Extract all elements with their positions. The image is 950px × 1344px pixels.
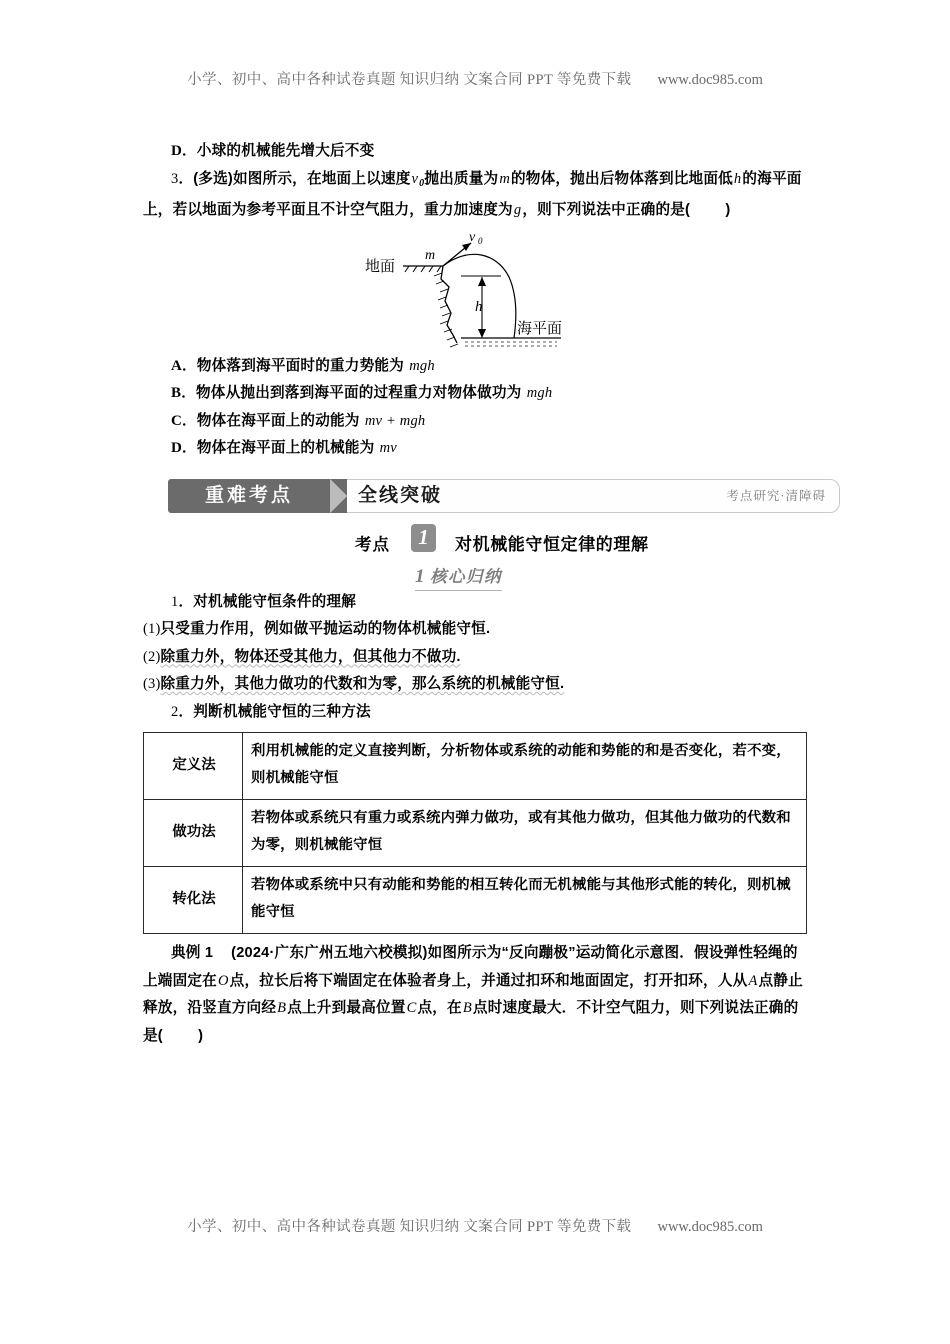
question-3-option-b: B．物体从抛出到落到海平面的过程重力对物体做功为 mgh: [171, 385, 553, 401]
var-h: h: [733, 170, 742, 187]
section1-number: 1: [171, 593, 179, 610]
dianli-1-block: [143, 940, 807, 1050]
var-v0: v: [411, 170, 419, 187]
dianli-text-end: ): [198, 1027, 204, 1044]
section1-heading: 1．对机械能守恒条件的理解: [171, 593, 356, 610]
item-number: (2): [143, 648, 161, 665]
var-v0-sub: 0: [419, 177, 425, 189]
option-text: 物体在海平面上的机械能为: [196, 440, 375, 456]
question-tag: (多选): [193, 170, 233, 187]
var-a: A: [748, 972, 758, 989]
section1-item-2: [143, 644, 807, 672]
banner-dark-label: 重难考点: [168, 479, 330, 513]
dianli-text-1: 如图所示为“反向蹦极”运动简化示意图．假设弹性轻绳的上端固定在: [143, 945, 798, 989]
method-name-cell: 定义法: [144, 733, 243, 800]
question-3-option-a: A．物体落到海平面时的重力势能为 mgh: [171, 357, 435, 374]
option-letter: A: [171, 357, 183, 374]
banner-sub-label: 全线突破: [358, 484, 443, 506]
section-banner: [168, 479, 840, 513]
dianli-source: (2024·广东广州五地六校模拟): [231, 945, 428, 961]
hexin-label: 核心归纳: [430, 567, 502, 586]
hexin-number: 1: [415, 565, 426, 587]
question-number: 3: [171, 170, 179, 187]
question-3-option-d: D．物体在海平面上的机械能为 mv: [171, 440, 397, 456]
section2-heading-text: 判断机械能守恒的三种方法: [193, 703, 371, 720]
option-text: 物体在海平面上的动能为: [196, 412, 360, 429]
item-text: 除重力外，其他力做功的代数和为零，那么系统的机械能守恒.: [160, 676, 565, 692]
footer-watermark-url: www.doc985.com: [657, 1219, 763, 1235]
section1-heading-text: 对机械能守恒条件的理解: [193, 593, 356, 610]
method-name-cell: 转化法: [144, 867, 243, 934]
var-m: m: [499, 170, 510, 187]
banner-arrow-icon: [330, 479, 347, 513]
hexin-guina-row: [143, 559, 807, 589]
option-text: 小球的机械能先增大后不变: [196, 143, 375, 159]
hexin-guina-heading: [415, 563, 502, 591]
stem-4: 的海平面上，若以地面为参考平面且不计空气阻力，重力加速度为: [143, 170, 802, 218]
header-watermark-url: www.doc985.com: [657, 72, 763, 88]
dianli-text-5: 点，在: [417, 1000, 462, 1016]
var-b2: B: [462, 1000, 472, 1016]
prev-question-option-d: D．小球的机械能先增大后不变: [171, 143, 375, 159]
option-text: 物体落到海平面时的重力势能为: [196, 357, 404, 374]
var-o: O: [217, 972, 229, 989]
section2-heading: 2．判断机械能守恒的三种方法: [171, 703, 371, 720]
option-math: mgh: [526, 385, 553, 401]
option-letter: B: [171, 385, 182, 401]
var-c: C: [406, 1000, 417, 1016]
option-letter: D: [171, 143, 183, 159]
var-b: B: [277, 1000, 287, 1016]
kaodian-title: 对机械能守恒定律的理解: [455, 534, 649, 554]
question-3-stem: 3．(多选)如图所示，在地面上以速度$v_0$抛出质量为m的物体，抛出后物体落到比地面低h的海平面上，若以地面为参考平面且不计空气阻力，重力加速度为g，则下列说法中正确的是( ): [143, 170, 802, 218]
option-letter: D: [171, 440, 183, 456]
method-name-cell: 做功法: [144, 800, 243, 867]
table-row: [144, 733, 807, 800]
method-desc-cell: 若物体或系统中只有动能和势能的相互转化而无机械能与其他形式能的转化，则机械能守恒: [243, 867, 807, 934]
kaodian-number-badge: 1: [411, 524, 436, 552]
stem-2: 抛出质量为: [424, 170, 499, 187]
figure-label-mass: m: [425, 247, 436, 263]
stem-5: ，则下列说法中正确的是(: [522, 202, 691, 218]
table-row: [144, 867, 807, 934]
item-number: (1): [143, 621, 161, 637]
option-math: mgh: [409, 357, 435, 374]
methods-table: [143, 732, 807, 934]
table-row: [144, 800, 807, 867]
figure-label-ground: 地面: [365, 258, 396, 275]
footer-watermark: [0, 1215, 950, 1236]
section2-number: 2: [171, 703, 179, 720]
section1-item-3: [143, 671, 807, 699]
method-desc-cell: 若物体或系统只有重力或系统内弹力做功，或有其他力做功，但其他力做功的代数和为零，则机械能守恒: [243, 800, 807, 867]
option-letter: C: [171, 412, 183, 429]
option-math: mv: [379, 440, 397, 456]
figure-label-v0: v: [469, 230, 476, 245]
page-content: [143, 138, 826, 1050]
header-watermark: [0, 68, 950, 89]
item-text: 只受重力作用，例如做平抛运动的物体机械能守恒.: [160, 621, 491, 637]
projectile-cliff-figure: [143, 231, 807, 349]
figure-label-h: h: [475, 298, 483, 315]
option-math: mv + mgh: [364, 412, 426, 429]
stem-end: ): [725, 202, 731, 218]
dianli-text-4: 点上升到最高位置: [287, 1000, 406, 1016]
kaodian-heading: [355, 524, 807, 559]
figure-svg: [365, 231, 595, 349]
section1-item-1: [143, 616, 807, 644]
kaodian-label: 考点: [355, 535, 390, 554]
footer-watermark-text: 小学、初中、高中各种试卷真题 知识归纳 文案合同 PPT 等免费下载: [187, 1219, 632, 1235]
stem-1: 如图所示，在地面上以速度: [232, 170, 411, 187]
dianli-label: 典例 1: [171, 945, 214, 961]
dianli-text-3: 点静止释放，沿竖直方向经: [143, 972, 803, 1016]
dianli-text-6: 点时速度最大．不计空气阻力，则下列说法正确的是(: [143, 1000, 799, 1044]
option-text: 物体从抛出到落到海平面的过程重力对物体做功为: [196, 385, 522, 401]
stem-3: 的物体，抛出后物体落到比地面低: [511, 170, 733, 187]
banner-right-label: 考点研究·清障碍: [726, 488, 826, 503]
dianli-text-2: 点，拉长后将下端固定在体验者身上，并通过扣环和地面固定，打开扣环，人从: [229, 972, 748, 989]
item-text: 除重力外，物体还受其他力，但其他力不做功.: [160, 648, 461, 665]
figure-label-v0-sub: 0: [478, 235, 483, 246]
question-3-option-c: C．物体在海平面上的动能为 mv + mgh: [171, 412, 426, 429]
header-watermark-text: 小学、初中、高中各种试卷真题 知识归纳 文案合同 PPT 等免费下载: [187, 72, 632, 88]
item-number: (3): [143, 676, 161, 692]
figure-label-sea: 海平面: [517, 320, 563, 337]
method-desc-cell: 利用机械能的定义直接判断，分析物体或系统的动能和势能的和是否变化，若不变，则机械能守恒: [243, 733, 807, 800]
var-g: g: [513, 202, 522, 218]
